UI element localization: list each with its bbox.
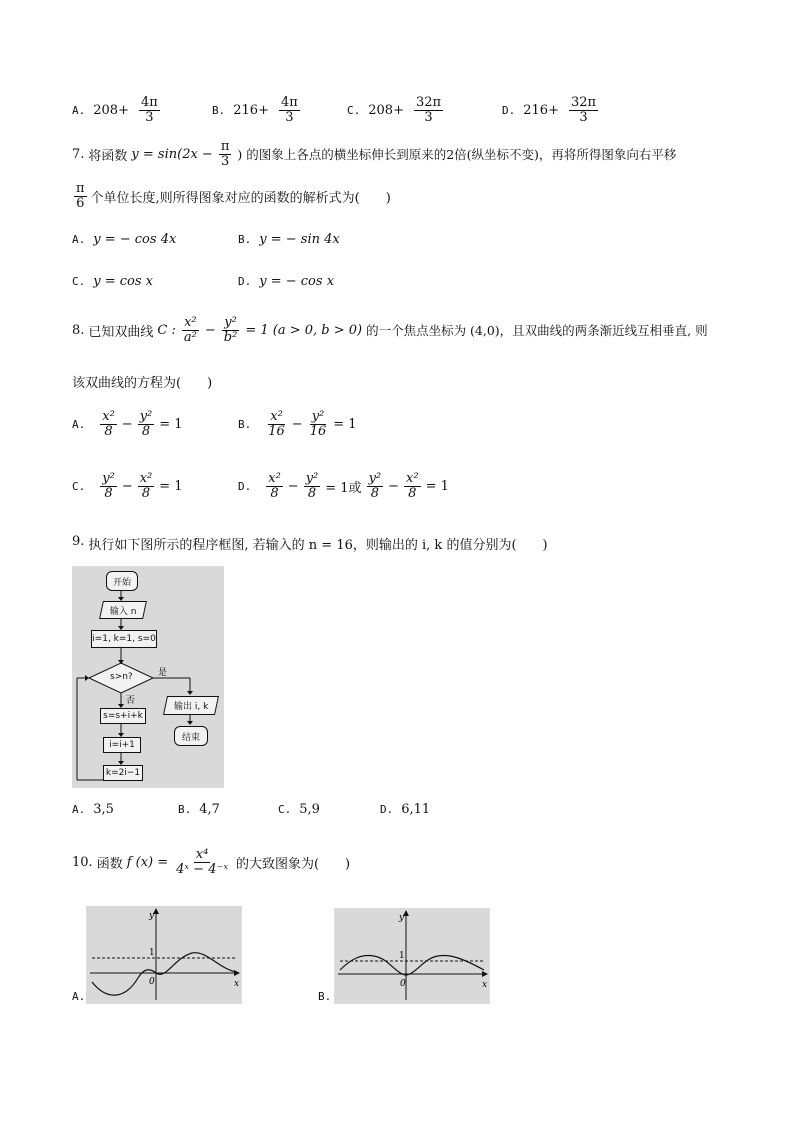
option-value: 3,5 (93, 802, 114, 817)
q7-option-a (72, 232, 176, 247)
option-value: y = − sin 4x (259, 232, 340, 247)
q8-text-b: 的一个焦点坐标为 (4,0)，且双曲线的两条渐近线互相垂直, 则 (366, 323, 708, 339)
option-int: 216+ (523, 102, 559, 118)
q8-text-a: 已知双曲线 (88, 324, 154, 340)
question-number: 8. (72, 322, 85, 338)
q10-option-a-label: A. (72, 990, 86, 1003)
graph-b-origin-label: 0 (400, 979, 406, 989)
option-value: y = cos x (93, 274, 153, 289)
q8-curve-name: C : (157, 322, 176, 338)
q10-graph-b (334, 908, 490, 1004)
q8-stem-line1 (72, 316, 708, 344)
q7-stem-line2 (72, 182, 391, 210)
option-term: $\frac{\text{y²}}{8}$ (305, 471, 319, 501)
flowchart-init: i=1, k=1, s=0 (91, 630, 157, 648)
q8-option-d: D. $\frac{\text{x²}}{8}$ − $\frac{\text{y²}}{8}$ = 1或 $\frac{\text{y²}}{8}$ − $\frac{\text{x²}}{8}$ = 1 (238, 471, 449, 501)
graph-a-one-label: 1 (149, 948, 155, 958)
option-term: $\frac{\text{y²}}{8}$ (368, 471, 382, 501)
flowchart-yes-label: 是 (158, 668, 168, 678)
option-label: C. (72, 275, 86, 288)
q10-function: f (x) = (126, 854, 169, 870)
option-label: A. (72, 417, 86, 431)
q7-text-a: 将函数 (88, 148, 128, 164)
q7-function: y = sin(2x − (131, 146, 213, 162)
q10-option-b-label: B. (318, 990, 332, 1003)
q8-option-b: B. $\frac{\text{x²}}{16}$ − $\frac{\text{y²}}{16}$ = 1 (238, 409, 357, 439)
option-term: $\frac{\text{y²}}{16}$ (309, 409, 327, 439)
q6-option-a (72, 96, 162, 124)
graph-b-y-label: y (399, 913, 405, 923)
flowchart-condition: s>n? (110, 672, 133, 682)
option-term: $\frac{\text{x²}}{8}$ (102, 409, 115, 439)
q9-text: 执行如下图所示的程序框图, 若输入的 n = 16，则输出的 i, k 的值分别为( ) (88, 538, 548, 553)
q6-option-c (347, 96, 445, 124)
graph-b-one-label: 1 (399, 951, 405, 961)
option-label: B. (238, 233, 252, 246)
q8-frac-x: $\frac{\text{x²}}{\text{a²}}$ (183, 315, 197, 345)
option-label: C. (72, 479, 86, 493)
option-label: D. (238, 275, 252, 288)
flowchart-output: 输出 i, k (163, 696, 219, 715)
option-fraction: $\frac{32\pi}{3}$ (570, 95, 597, 125)
q9-option-d (380, 802, 430, 817)
option-label: A. (72, 103, 86, 117)
graph-b-plot (334, 908, 490, 1004)
question-number: 10. (72, 854, 93, 870)
flowchart-s-update: s=s+i+k (100, 708, 146, 724)
option-int: 208+ (368, 102, 404, 118)
option-term: $\frac{\text{y²}}{8}$ (139, 409, 153, 439)
option-int: 216+ (233, 102, 269, 118)
q7-fraction-2: $\frac{\pi}{6}$ (76, 181, 85, 211)
flowchart-start: 开始 (106, 571, 138, 591)
q7-option-c (72, 274, 153, 289)
q9-stem (72, 534, 548, 553)
q7-stem-line1 (72, 140, 676, 168)
graph-b-x-label: x (482, 980, 488, 990)
graph-a-origin-label: 0 (149, 977, 155, 987)
option-label: D. (380, 803, 394, 816)
option-label: B. (178, 803, 192, 816)
option-label: A. (72, 803, 86, 816)
option-term: $\frac{\text{x²}}{8}$ (139, 471, 153, 501)
flowchart-figure (72, 566, 224, 788)
option-rhs: = 1或 (325, 480, 362, 496)
flowchart-end: 结束 (174, 726, 208, 746)
flowchart-input: 输入 n (99, 601, 147, 619)
option-label: B. (238, 417, 252, 431)
flowchart-k-update: k=2i−1 (103, 765, 143, 781)
option-label: D. (238, 479, 252, 493)
option-label: A. (72, 233, 86, 246)
q7-text-b: ) 的图象上各点的横坐标伸长到原来的2倍(纵坐标不变)，再将所得图象向右平移 (237, 147, 677, 163)
q8-frac-y: $\frac{\text{y²}}{\text{b²}}$ (223, 315, 238, 345)
flowchart-i-update: i=i+1 (103, 737, 141, 753)
q10-graph-a (86, 906, 242, 1004)
question-number: 7. (72, 146, 85, 162)
flowchart-no-label: 否 (126, 696, 136, 706)
graph-a-plot (86, 906, 242, 1004)
option-rhs: = 1 (159, 478, 183, 494)
q9-option-c (278, 802, 320, 817)
option-term: $\frac{\text{y²}}{8}$ (102, 471, 115, 501)
option-fraction: $\frac{4\pi}{3}$ (280, 95, 298, 125)
option-term: $\frac{\text{x²}}{8}$ (406, 471, 419, 501)
option-value: y = − cos x (259, 274, 335, 289)
option-rhs: = 1 (333, 416, 357, 432)
q10-text-b: 的大致图象为( ) (235, 856, 351, 872)
option-term: $\frac{\text{x²}}{16}$ (268, 409, 285, 439)
graph-a-y-label: y (149, 911, 155, 921)
question-number: 9. (72, 534, 85, 549)
q9-option-b (178, 802, 220, 817)
option-value: y = − cos 4x (93, 232, 177, 247)
q7-text-c: 个单位长度,则所得图象对应的函数的解析式为( ) (90, 190, 391, 206)
q8-stem-line2: 该双曲线的方程为( ) (72, 376, 213, 391)
q10-fraction: $\frac{\text{x⁴}}{\text{4ˣ − 4⁻ˣ}}$ (176, 847, 228, 877)
option-rhs-2: = 1 (425, 478, 449, 494)
q7-fraction: $\frac{\pi}{3}$ (220, 139, 230, 169)
option-label: B. (212, 103, 226, 117)
option-fraction: $\frac{4\pi}{3}$ (140, 95, 158, 125)
option-label: D. (502, 103, 516, 117)
option-fraction: $\frac{32\pi}{3}$ (415, 95, 442, 125)
option-value: 4,7 (199, 802, 220, 817)
option-term: $\frac{\text{x²}}{8}$ (268, 471, 281, 501)
option-label: C. (347, 103, 361, 117)
option-int: 208+ (93, 102, 129, 118)
q7-option-b (238, 232, 340, 247)
q8-eq-tail: = 1 (a > 0, b > 0) (245, 322, 363, 338)
option-label: C. (278, 803, 292, 816)
q6-option-d (502, 96, 600, 124)
q10-text-a: 函数 (96, 856, 123, 872)
flowchart-lines (72, 566, 224, 788)
option-value: 5,9 (299, 802, 320, 817)
q8-minus: − (204, 322, 216, 338)
q8-option-c: C. $\frac{\text{y²}}{8}$ − $\frac{\text{x²}}{8}$ = 1 (72, 471, 183, 501)
option-rhs: = 1 (159, 416, 183, 432)
q9-option-a (72, 802, 114, 817)
q8-option-a: A. $\frac{\text{x²}}{8}$ − $\frac{\text{y²}}{8}$ = 1 (72, 409, 183, 439)
q10-stem (72, 848, 350, 876)
option-value: 6,11 (401, 802, 431, 817)
q7-option-d (238, 274, 334, 289)
q6-option-b (212, 96, 302, 124)
graph-a-x-label: x (234, 979, 240, 989)
